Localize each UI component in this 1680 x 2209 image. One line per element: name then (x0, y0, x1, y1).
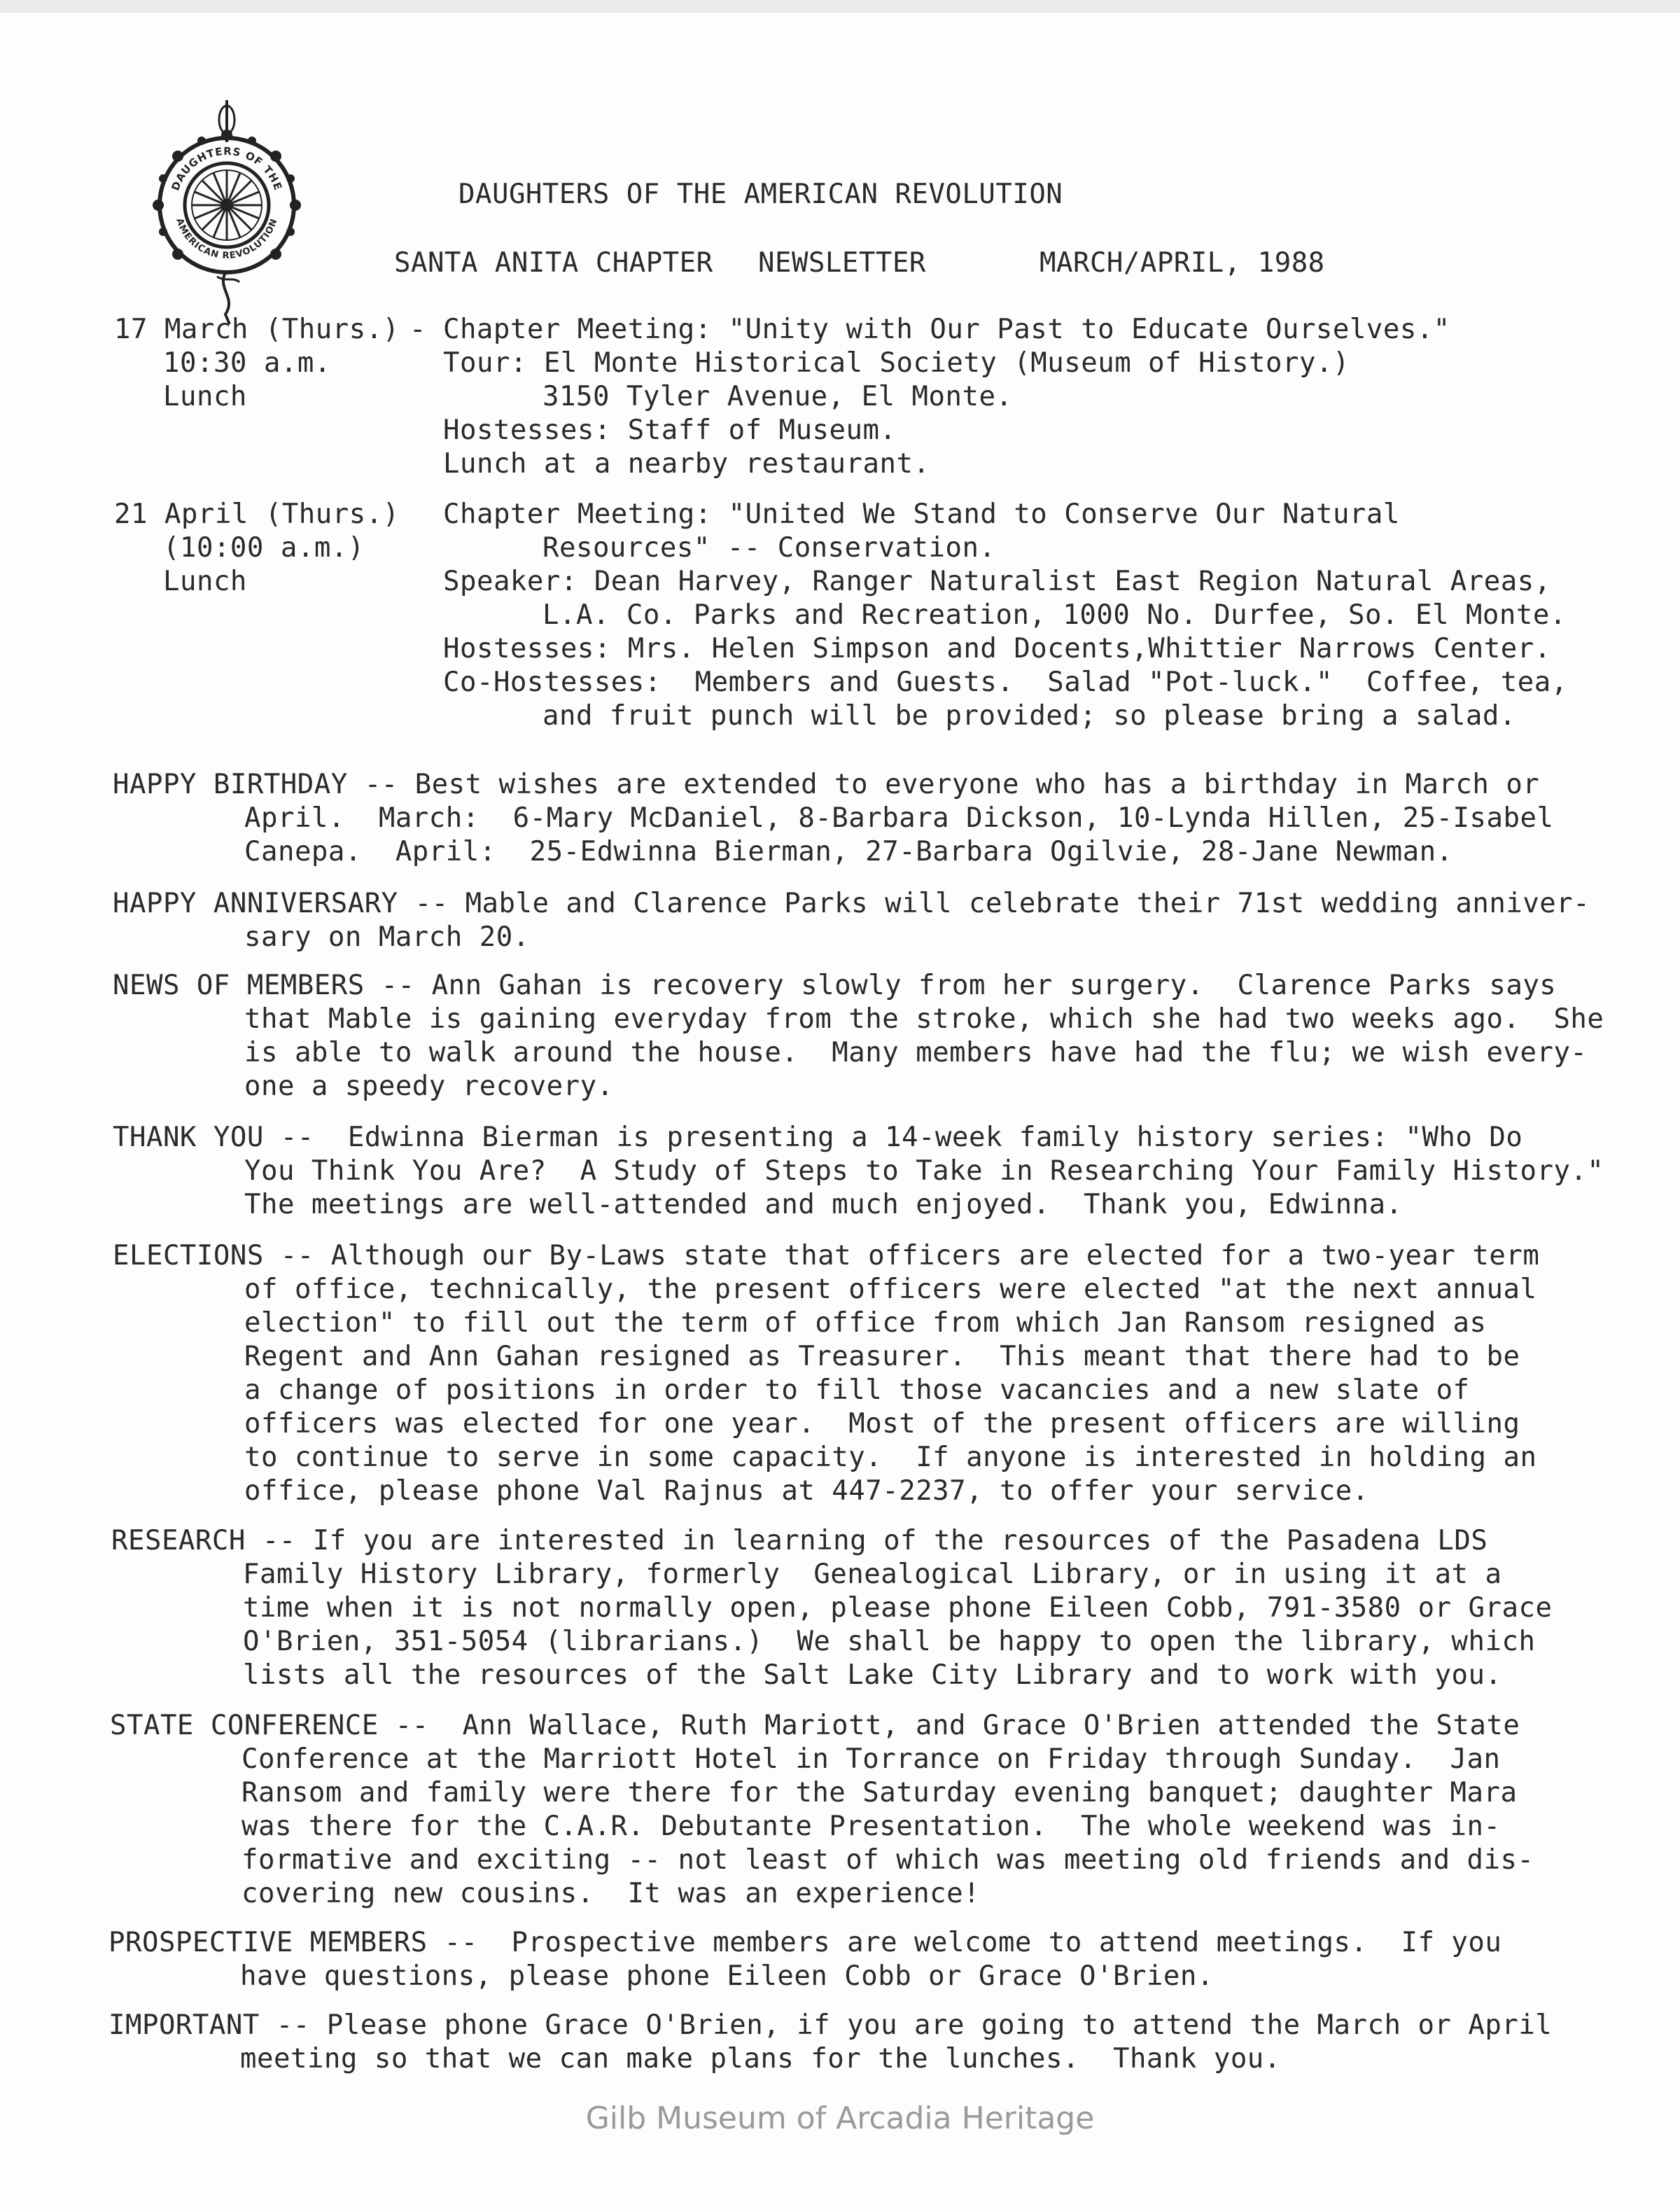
chapter-name: SANTA ANITA CHAPTER (394, 247, 713, 279)
section-line: election" to fill out the term of office from which Jan Ransom resigned as (244, 1307, 1487, 1339)
section-line: meeting so that we can make plans for the lunches. Thank you. (240, 2043, 1281, 2075)
event-time: 10:30 a.m. (163, 347, 331, 379)
section-line: Conference at the Marriott Hotel in Torrance on Friday through Sunday. Jan (241, 1743, 1501, 1775)
section-line: HAPPY BIRTHDAY -- Best wishes are extended to everyone who has a birthday in March or (113, 769, 1540, 800)
event-line: Hostesses: Staff of Museum. (443, 414, 897, 446)
section-line: to continue to serve in some capacity. If anyone is interested in holding an (244, 1442, 1537, 1473)
section-line: a change of positions in order to fill those vacancies and a new slate of (244, 1374, 1470, 1406)
section-line: covering new cousins. It was an experience! (241, 1878, 981, 1909)
section-line: Family History Library, formerly Genealogical Library, or in using it at a (243, 1559, 1502, 1590)
section-line: The meetings are well-attended and much enjoyed. Thank you, Edwinna. (244, 1189, 1403, 1220)
event-line: Tour: El Monte Historical Society (Museum of History.) (443, 347, 1350, 379)
dar-seal-icon (147, 93, 304, 331)
event-date: 21 April (Thurs.) (114, 499, 400, 530)
event-lunch: Lunch (163, 566, 247, 597)
seal-text-bottom: AMERICAN REVOLUTION (174, 216, 280, 262)
seal-text-top: DAUGHTERS OF THE (169, 144, 285, 193)
section-line: formative and exciting -- not least of which was meeting old friends and dis- (241, 1844, 1534, 1876)
section-line: Ransom and family were there for the Saturday evening banquet; daughter Mara (241, 1777, 1518, 1809)
event-line: Chapter Meeting: "United We Stand to Conserve Our Natural (443, 499, 1400, 530)
museum-watermark: Gilb Museum of Arcadia Heritage (585, 2100, 1095, 2136)
section-line: officers was elected for one year. Most of the present officers are willing (244, 1408, 1520, 1440)
section-line: RESEARCH -- If you are interested in learning of the resources of the Pasadena LDS (111, 1525, 1488, 1556)
section-line: Canepa. April: 25-Edwinna Bierman, 27-Barbara Ogilvie, 28-Jane Newman. (244, 836, 1453, 867)
event-line: Hostesses: Mrs. Helen Simpson and Docents,Whittier Narrows Center. (443, 633, 1551, 664)
event-line: 3150 Tyler Avenue, El Monte. (542, 381, 1013, 412)
section-line: April. March: 6-Mary McDaniel, 8-Barbara Dickson, 10-Lynda Hillen, 25-Isabel (244, 802, 1554, 834)
newsletter-date: MARCH/APRIL, 1988 (1040, 247, 1325, 279)
section-line: PROSPECTIVE MEMBERS -- Prospective members are welcome to attend meetings. If you (108, 1927, 1502, 1958)
section-line: time when it is not normally open, please phone Eileen Cobb, 791-3580 or Grace (243, 1592, 1553, 1624)
event-line: Resources" -- Conservation. (542, 532, 996, 564)
section-line: of office, technically, the present officers were elected "at the next annual (244, 1274, 1537, 1305)
section-line: that Mable is gaining everyday from the stroke, which she had two weeks ago. She (244, 1003, 1604, 1035)
section-line: one a speedy recovery. (244, 1071, 614, 1102)
org-title: DAUGHTERS OF THE AMERICAN REVOLUTION (458, 179, 1063, 210)
section-line: STATE CONFERENCE -- Ann Wallace, Ruth Mariott, and Grace O'Brien attended the State (110, 1710, 1520, 1741)
event-line: L.A. Co. Parks and Recreation, 1000 No. Durfee, So. El Monte. (542, 599, 1567, 631)
section-line: Regent and Ann Gahan resigned as Treasurer. This meant that there had to be (244, 1341, 1520, 1372)
event-lunch: Lunch (163, 381, 247, 412)
section-line: is able to walk around the house. Many members have had the flu; we wish every- (244, 1037, 1588, 1068)
event-time: (10:00 a.m.) (163, 532, 365, 564)
section-line: have questions, please phone Eileen Cobb or Grace O'Brien. (240, 1960, 1214, 1992)
event-line: Lunch at a nearby restaurant. (443, 448, 930, 480)
section-line: ELECTIONS -- Although our By-Laws state that officers are elected for a two-year term (113, 1240, 1540, 1271)
event-line: and fruit punch will be provided; so please bring a salad. (542, 700, 1516, 732)
event-line: Co-Hostesses: Members and Guests. Salad "Pot-luck." Coffee, tea, (443, 667, 1568, 698)
section-line: sary on March 20. (244, 921, 530, 953)
event-date: 17 March (Thurs.) (114, 314, 400, 345)
section-line: You Think You Are? A Study of Steps to Take in Researching Your Family History." (244, 1155, 1604, 1187)
newsletter-label: NEWSLETTER (758, 247, 926, 279)
section-line: lists all the resources of the Salt Lake City Library and to work with you. (243, 1659, 1502, 1691)
section-line: HAPPY ANNIVERSARY -- Mable and Clarence Parks will celebrate their 71st wedding anniver- (113, 888, 1590, 919)
section-line: NEWS OF MEMBERS -- Ann Gahan is recovery slowly from her surgery. Clarence Parks says (113, 970, 1557, 1001)
section-line: THANK YOU -- Edwinna Bierman is presenting a 14-week family history series: "Who Do (113, 1122, 1523, 1153)
section-line: IMPORTANT -- Please phone Grace O'Brien, if you are going to attend the March or April (108, 2009, 1553, 2041)
event-line: - Chapter Meeting: "Unity with Our Past to Educate Ourselves." (410, 314, 1450, 345)
section-line: was there for the C.A.R. Debutante Presentation. The whole weekend was in- (241, 1811, 1501, 1842)
section-line: O'Brien, 351-5054 (librarians.) We shall be happy to open the library, which (243, 1626, 1536, 1657)
section-line: office, please phone Val Rajnus at 447-2237, to offer your service. (244, 1475, 1369, 1507)
event-line: Speaker: Dean Harvey, Ranger Naturalist East Region Natural Areas, (443, 566, 1551, 597)
